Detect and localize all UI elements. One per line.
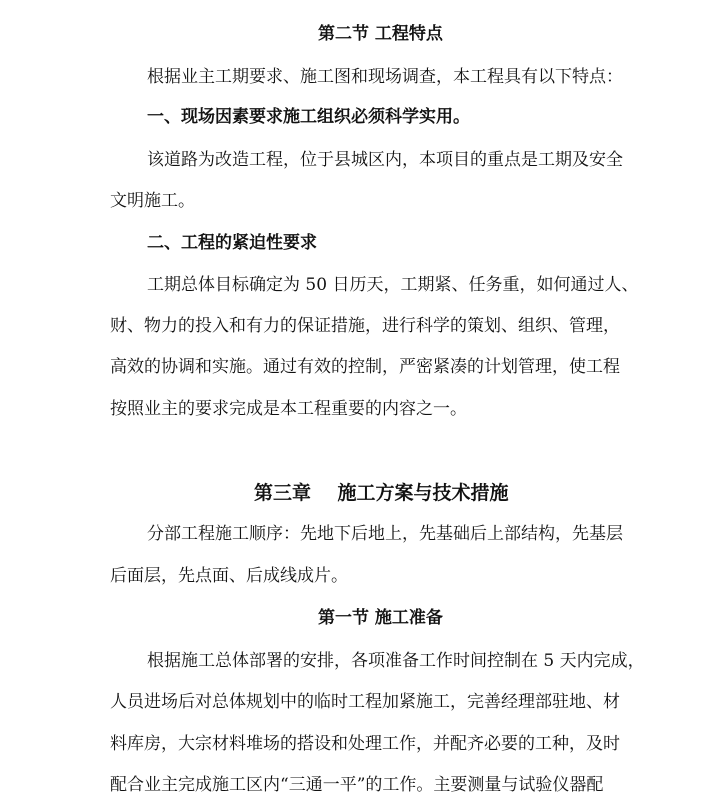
- section-1-line-1: 根据施工总体部署的安排，各项准备工作时间控制在 5 天内完成，: [147, 651, 645, 671]
- section-1-line-3: 料库房，大宗材料堆场的搭设和处理工作，并配齐必要的工种，及时: [110, 734, 620, 754]
- chapter-3-line-1: 分部工程施工顺序：先地下后地上，先基础后上部结构，先基层: [147, 524, 623, 544]
- section-intro: 根据业主工期要求、施工图和现场调查，本工程具有以下特点：: [147, 67, 623, 87]
- paragraph-1-line-1: 该道路为改造工程，位于县城区内，本项目的重点是工期及安全: [147, 150, 623, 170]
- paragraph-2-line-2: 财、物力的投入和有力的保证措施，进行科学的策划、组织、管理，: [110, 316, 620, 336]
- section-title-2: 第二节 工程特点: [318, 24, 443, 44]
- paragraph-2-line-1: 工期总体目标确定为 50 日历天，工期紧、任务重，如何通过人、: [147, 275, 639, 295]
- section-title-1: 第一节 施工准备: [318, 608, 443, 628]
- paragraph-2-line-3: 高效的协调和实施。通过有效的控制，严密紧凑的计划管理，使工程: [110, 357, 620, 377]
- chapter-title-3: 第三章 施工方案与技术措施: [254, 482, 509, 504]
- subheading-1: 一、现场因素要求施工组织必须科学实用。: [147, 107, 470, 127]
- paragraph-2-line-4: 按照业主的要求完成是本工程重要的内容之一。: [110, 399, 467, 419]
- subheading-2: 二、工程的紧迫性要求: [147, 233, 317, 253]
- chapter-3-line-2: 后面层，先点面、后成线成片。: [110, 566, 348, 586]
- section-1-line-4: 配合业主完成施工区内“三通一平”的工作。主要测量与试验仪器配: [110, 775, 604, 795]
- paragraph-1-line-2: 文明施工。: [110, 191, 195, 211]
- section-1-line-2: 人员进场后对总体规划中的临时工程加紧施工，完善经理部驻地、材: [110, 692, 620, 712]
